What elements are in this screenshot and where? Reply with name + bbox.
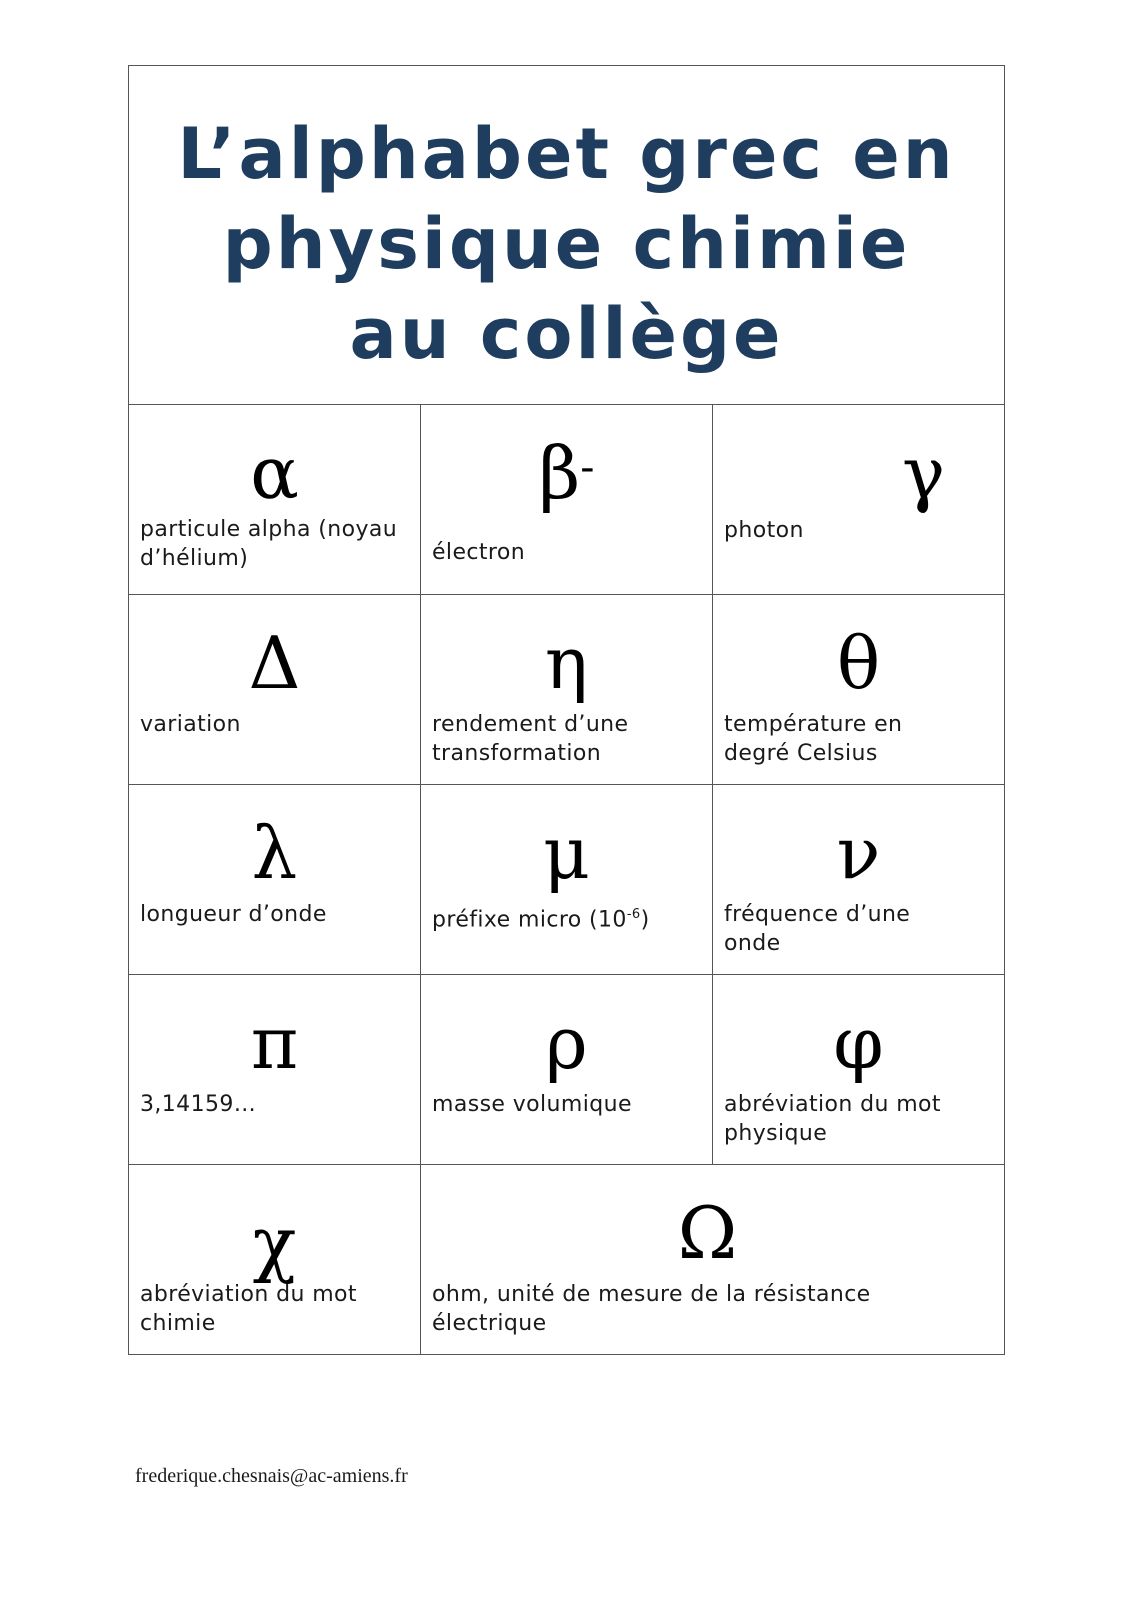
letter-description: photon [724, 518, 804, 543]
letter-cell-nu [713, 785, 1004, 975]
letter-symbol: λ [251, 811, 298, 895]
letter-symbol: θ [836, 621, 881, 705]
letter-symbol: α [250, 431, 299, 515]
letter-symbol: μ [543, 811, 590, 895]
letter-description: abréviation du mot chimie [140, 1282, 357, 1336]
letter-description: longueur d’onde [140, 902, 327, 927]
letter-description [432, 900, 704, 934]
letter-symbol: η [544, 621, 589, 705]
letter-description: masse volumique [432, 1092, 632, 1117]
letter-cell-eta [421, 595, 713, 785]
letter-cell-gamma [713, 405, 1004, 595]
letter-cell-phi [713, 975, 1004, 1165]
letter-symbol: γ [901, 431, 946, 515]
letter-description: ohm, unité de mesure de la résistance électrique [432, 1282, 871, 1336]
letter-cell-delta [129, 595, 421, 785]
letter-cell-beta [421, 405, 713, 595]
letter-description: abréviation du mot physique [724, 1092, 941, 1146]
letter-description-close: ) [640, 907, 650, 933]
greek-alphabet-table [128, 65, 1005, 1355]
letter-cell-chi [129, 1165, 421, 1354]
letter-cell-mu [421, 785, 713, 975]
letter-cell-lambda [129, 785, 421, 975]
letter-description: 3,14159… [140, 1092, 257, 1117]
letter-cell-theta [713, 595, 1004, 785]
letter-symbol: ν [836, 811, 881, 895]
letter-cell-rho [421, 975, 713, 1165]
letter-description: électron [432, 540, 526, 565]
page-title: L’alphabet grec en physique chimie au collège [177, 113, 956, 375]
letter-symbol-superscript: - [580, 442, 595, 491]
letter-symbol: χ [252, 1201, 297, 1285]
letter-symbol-char: β [538, 431, 581, 515]
letter-symbol: ρ [545, 1001, 588, 1085]
letter-description: température en degré Celsius [724, 712, 903, 766]
letter-description: particule alpha (noyau d’hélium) [140, 517, 398, 571]
author-email: frederique.chesnais@ac-amiens.fr [135, 1465, 408, 1487]
letter-cell-alpha [129, 405, 421, 595]
letter-symbol: φ [833, 1001, 884, 1085]
letter-symbol: Δ [248, 621, 301, 705]
letter-description-text: préfixe micro (10 [432, 907, 627, 933]
letter-symbol: π [250, 1001, 299, 1085]
letter-description: variation [140, 712, 241, 737]
letter-description: fréquence d’une onde [724, 902, 911, 956]
letter-symbol [421, 433, 712, 513]
letter-description: rendement d’une transformation [432, 712, 629, 766]
letter-description-exponent: -6 [626, 907, 641, 922]
letter-cell-omega [421, 1165, 1004, 1354]
title-box [129, 66, 1004, 405]
letter-cell-pi [129, 975, 421, 1165]
letter-symbol: Ω [677, 1191, 738, 1275]
